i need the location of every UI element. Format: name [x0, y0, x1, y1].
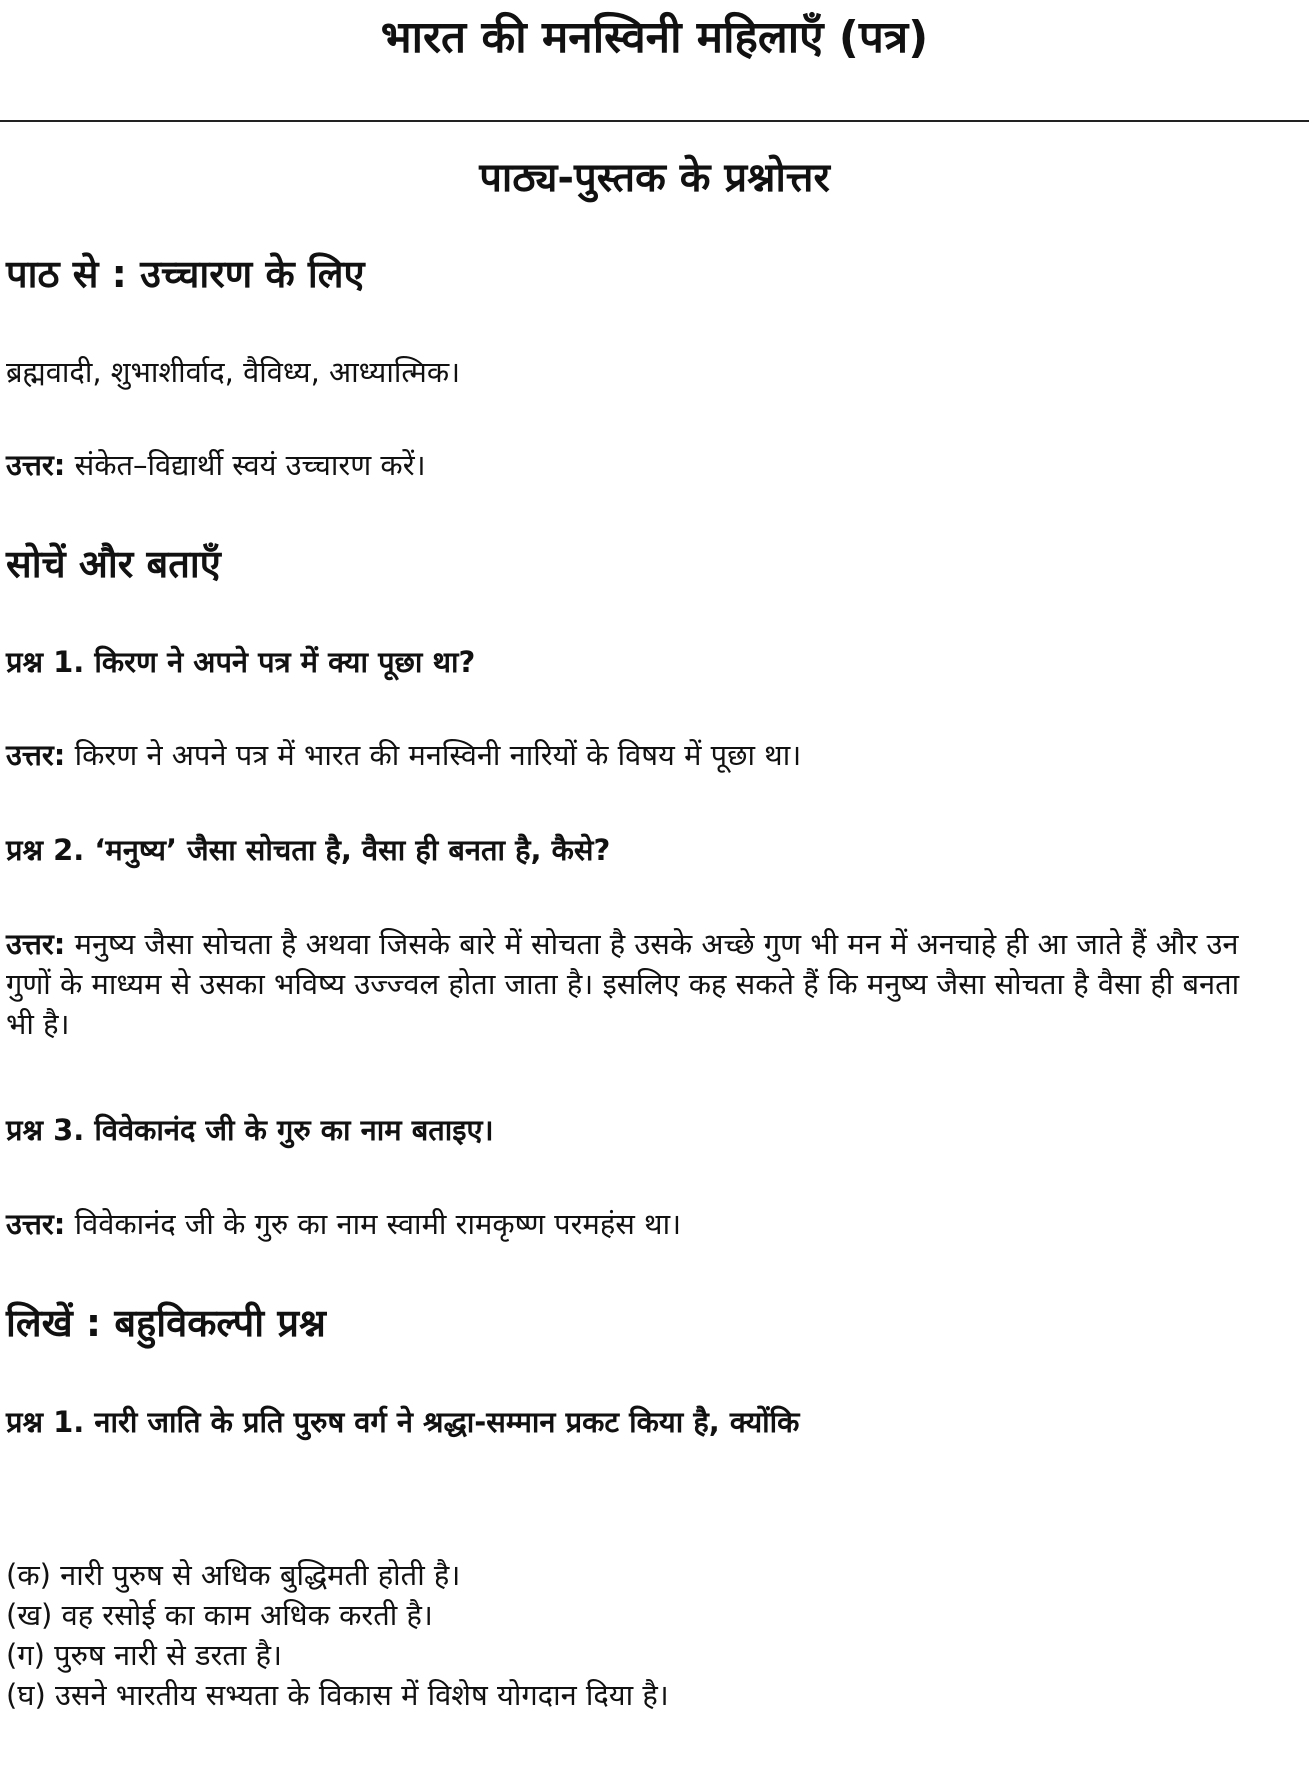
question-3: प्रश्न 3. विवेकानंद जी के गुरु का नाम बताइए। [6, 1113, 494, 1147]
answer-paragraph [6, 735, 801, 775]
question-2: प्रश्न 2. ‘मनुष्य’ जैसा सोचता है, वैसा ही बनता है, कैसे? [6, 833, 611, 867]
answer-paragraph [6, 924, 1276, 1044]
mcq-option: (घ) उसने भारतीय सभ्यता के विकास में विशेष योगदान दिया है। [6, 1678, 669, 1712]
question-1: प्रश्न 1. किरण ने अपने पत्र में क्या पूछा था? [6, 645, 476, 679]
mcq-option: (ख) वह रसोई का काम अधिक करती है। [6, 1598, 433, 1632]
answer-paragraph [6, 445, 426, 485]
answer-label: उत्तर: [6, 738, 66, 772]
title-divider [0, 120, 1309, 122]
section-heading-mcq: लिखें : बहुविकल्पी प्रश्न [6, 1301, 326, 1345]
mcq-options [6, 1555, 669, 1715]
mcq-option: (क) नारी पुरुष से अधिक बुद्धिमती होती है। [6, 1558, 461, 1592]
answer-text: विवेकानंद जी के गुरु का नाम स्वामी रामकृष्ण परमहंस था। [65, 1207, 682, 1241]
answer-text: किरण ने अपने पत्र में भारत की मनस्विनी नारियों के विषय में पूछा था। [65, 738, 802, 772]
page-title: भारत की मनस्विनी महिलाएँ (पत्र) [380, 12, 929, 63]
answer-label: उत्तर: [6, 448, 66, 482]
mcq-option: (ग) पुरुष नारी से डरता है। [6, 1638, 283, 1672]
page-subtitle: पाठ्य-पुस्तक के प्रश्नोत्तर [479, 155, 830, 201]
pronunciation-words: ब्रह्मवादी, शुभाशीर्वाद, वैविध्य, आध्यात्मिक। [6, 355, 461, 389]
answer-text: मनुष्य जैसा सोचता है अथवा जिसके बारे में सोचता है उसके अच्छे गुण भी मन में अनचाहे ही आ जाते हैं और उन गुणों के माध्यम से उसका भविष्य उज्ज्वल होता जाता है। इसलिए कह सकते हैं कि मनुष्य जैसा सोचता है वैसा ही बनता भी है। [6, 927, 1240, 1041]
answer-label: उत्तर: [6, 927, 66, 961]
section-heading-pronunciation: पाठ से : उच्चारण के लिए [6, 252, 365, 296]
mcq-question-1: प्रश्न 1. नारी जाति के प्रति पुरुष वर्ग ने श्रद्धा-सम्मान प्रकट किया है, क्योंकि [6, 1405, 800, 1439]
answer-paragraph [6, 1204, 681, 1244]
section-heading-think-and-tell: सोचें और बताएँ [6, 542, 221, 586]
answer-label: उत्तर: [6, 1207, 66, 1241]
answer-text: संकेत–विद्यार्थी स्वयं उच्चारण करें। [65, 448, 426, 482]
